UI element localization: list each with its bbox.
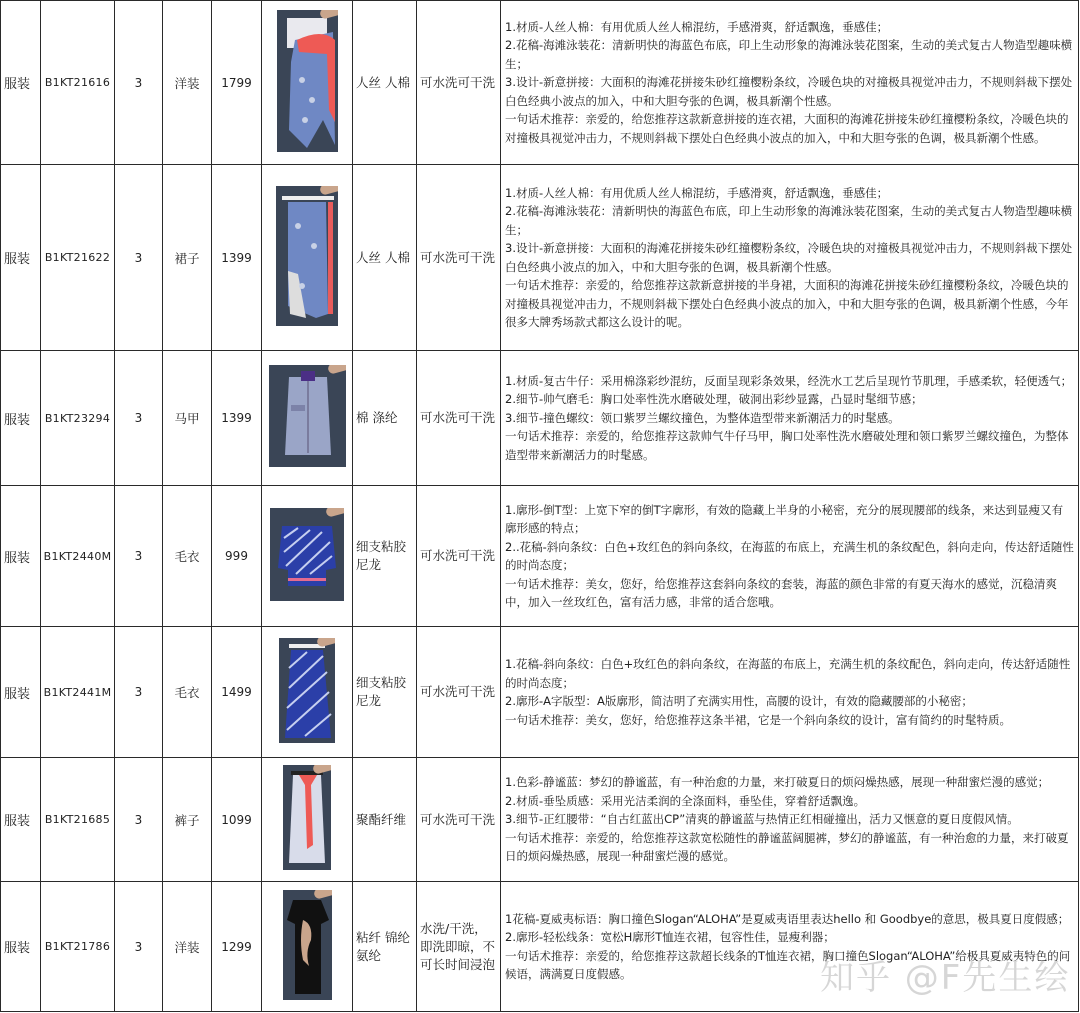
- type-text: 毛衣: [174, 685, 200, 700]
- care-cell: [417, 1, 501, 165]
- table-row: [1, 627, 1079, 758]
- description-line: 3.细节-撞色螺纹：领口紫罗兰螺纹撞色，为整体造型带来新潮活力的时髦感。: [505, 410, 900, 425]
- description-line: 1.材质-人丝人棉：有用优质人丝人棉混纺，手感滑爽，舒适飘逸，垂感佳；: [505, 19, 889, 34]
- watermark: 知乎 @F先生绘: [820, 958, 1071, 998]
- sku-text: B1KT2440M: [43, 549, 112, 563]
- dress-photo-icon: [277, 10, 338, 152]
- material-cell: [353, 351, 417, 486]
- category-text: 服装: [4, 412, 31, 428]
- price-cell: [212, 165, 262, 351]
- type-cell: [163, 627, 212, 758]
- type-text: 裙子: [174, 250, 200, 266]
- category-text: 服装: [4, 550, 31, 566]
- striped-skirt-photo-icon: [279, 638, 335, 743]
- care-text: 水洗/干洗，即洗即晾，不可长时间浸泡: [420, 920, 496, 972]
- description-line: 1.色彩-静谧蓝：梦幻的静谧蓝，有一种治愈的力量，来打破夏日的烦闷燥热感，展现一种甜蜜烂漫的感觉；: [505, 775, 1050, 790]
- material-cell: [353, 627, 417, 758]
- description-line: 2.花稿-海滩泳装花：清新明快的海蓝色布底，印上生动形象的海滩泳装花图案，生动的美式复古人物造型趣味横生；: [505, 204, 1073, 237]
- care-cell: [417, 882, 501, 1012]
- quantity-cell: [115, 758, 163, 882]
- table-row: [1, 1, 1079, 165]
- product-image-cell: [262, 627, 353, 758]
- description-cell: [501, 165, 1079, 351]
- description-line: 2.廓形-A字版型：A版廓形，简洁明了充满实用性，高腰的设计，有效的隐藏腰部的小秘密；: [505, 694, 973, 708]
- product-image-cell: [262, 165, 353, 351]
- price-cell: [212, 627, 262, 758]
- sku-text: B1KT21622: [44, 251, 111, 264]
- price-cell: [212, 1, 262, 165]
- category-cell: [1, 351, 41, 486]
- quantity-cell: [115, 165, 163, 351]
- qty-text: 3: [134, 685, 143, 699]
- price-cell: [212, 758, 262, 882]
- care-text: 可水洗可干洗: [420, 249, 496, 265]
- type-cell: [163, 1, 212, 165]
- category-text: 服装: [4, 941, 31, 956]
- care-cell: [417, 758, 501, 882]
- description-line: 一句话术推荐：亲爱的，给您推荐这款宽松随性的静谧蓝阔腿裤，梦幻的静谧蓝，有一种治愈的力量，来打破夏日的烦闷燥热感，展现一种甜蜜烂漫的感觉。: [505, 830, 1069, 864]
- tshirt-dress-photo-icon: [283, 890, 332, 1000]
- material-text: 人丝 人棉: [356, 249, 410, 265]
- price-text: 1499: [221, 685, 252, 699]
- type-cell: [163, 165, 212, 351]
- care-text: 可水洗可干洗: [420, 74, 496, 90]
- type-text: 洋装: [174, 939, 200, 955]
- description-cell: [501, 351, 1079, 486]
- description-line: 3.设计-新意拼接：大面积的海滩花拼接朱砂红撞樱粉条纹，冷暖色块的对撞极具视觉冲击力，不规则斜裁下摆处白色经典小波点的加入，中和大胆夸张的色调，极具新潮个性感。: [505, 75, 1073, 108]
- table-row: [1, 165, 1079, 351]
- sku-cell: [41, 486, 115, 627]
- material-text: 细支粘胶尼龙: [356, 539, 407, 572]
- type-cell: [163, 486, 212, 627]
- type-text: 洋装: [174, 75, 200, 91]
- description-line: 一句话术推荐：美女，您好，给您推荐这条半裙，它是一个斜向条纹的设计，富有简约的时髦特质。: [505, 712, 1011, 727]
- description-line: 2..花稿-斜向条纹：白色+玫红色的斜向条纹，在海蓝的布底上，充满生机的条纹配色，斜向走向，传达舒适随性的时尚态度；: [505, 539, 1074, 572]
- qty-text: 3: [134, 549, 143, 563]
- category-cell: [1, 486, 41, 627]
- description-line: 一句话术推荐：亲爱的，给您推荐这款超长线条的T恤连衣裙，胸口撞色Slogan“ALOHA”给极具夏威夷特色的问候语，满满夏日度假感。: [505, 948, 1071, 981]
- price-cell: [212, 351, 262, 486]
- price-text: 1099: [221, 812, 252, 827]
- care-text: 可水洗可干洗: [420, 410, 496, 425]
- description-line: 一句话术推荐：亲爱的，给您推荐这款新意拼接的连衣裙，大面积的海滩花拼接朱砂红撞樱粉条纹，冷暖色块的对撞极具视觉冲击力，不规则斜裁下摆处白色经典小波点的加入，中和大胆夸张的色调，极具新潮个性感。: [505, 112, 1069, 145]
- material-text: 人丝 人棉: [356, 74, 410, 90]
- category-text: 服装: [4, 814, 31, 829]
- description-line: 3.细节-正红腰带：“自古红蓝出CP”清爽的静谧蓝与热情正红相碰撞出，活力又惬意的夏日度假风情。: [505, 812, 1019, 827]
- sku-text: B1KT2441M: [43, 685, 112, 699]
- care-cell: [417, 486, 501, 627]
- category-cell: [1, 627, 41, 758]
- product-image-cell: [262, 1, 353, 165]
- category-cell: [1, 882, 41, 1012]
- sku-text: B1KT21616: [44, 76, 111, 89]
- qty-text: 3: [134, 812, 143, 827]
- table-row: [1, 351, 1079, 486]
- description-line: 一句话术推荐：亲爱的，给您推荐这款帅气牛仔马甲，胸口处率性洗水磨破处理和领口紫罗兰螺纹撞色，为整体造型带来新潮活力的时髦感。: [505, 429, 1069, 462]
- quantity-cell: [115, 351, 163, 486]
- description-line: 一句话术推荐：亲爱的，给您推荐这款新意拼接的半身裙，大面积的海滩花拼接朱砂红撞樱粉条纹，冷暖色块的对撞极具视觉冲击力，不规则斜裁下摆处白色经典小波点的加入，中和大胆夸张的色调，极具新潮个性感，今年很多大牌秀场款式都这么设计的呢。: [505, 278, 1069, 329]
- description-line: 2.廓形-轻松线条：宽松H廓形T恤连衣裙，包容性佳，显瘦利器；: [505, 930, 835, 944]
- type-text: 裤子: [174, 812, 200, 828]
- description-cell: [501, 758, 1079, 882]
- skirt-photo-icon: [276, 186, 338, 326]
- price-cell: [212, 882, 262, 1012]
- sku-cell: [41, 882, 115, 1012]
- qty-text: 3: [134, 75, 143, 90]
- description-line: 1.廓形-倒T型：上宽下窄的倒T字廓形，有效的隐藏上半身的小秘密，充分的展现腰部的线条，来达到显瘦又有廓形感的特点；: [505, 502, 1064, 535]
- sweater-photo-icon: [270, 508, 344, 601]
- quantity-cell: [115, 1, 163, 165]
- sku-cell: [41, 165, 115, 351]
- type-cell: [163, 882, 212, 1012]
- table-row: [1, 486, 1079, 627]
- material-text: 细支粘胶尼龙: [356, 675, 407, 708]
- care-text: 可水洗可干洗: [420, 811, 496, 827]
- type-text: 毛衣: [174, 549, 200, 564]
- sku-cell: [41, 627, 115, 758]
- description-line: 2.花稿-海滩泳装花：清新明快的海蓝色布底，印上生动形象的海滩泳装花图案，生动的美式复古人物造型趣味横生；: [505, 38, 1073, 71]
- description-line: 1.花稿-斜向条纹：白色+玫红色的斜向条纹，在海蓝的布底上，充满生机的条纹配色，斜向走向，传达舒适随性的时尚态度；: [505, 657, 1071, 690]
- sku-cell: [41, 758, 115, 882]
- quantity-cell: [115, 627, 163, 758]
- description-cell: [501, 1, 1079, 165]
- type-cell: [163, 758, 212, 882]
- table-row: [1, 758, 1079, 882]
- description-line: 3.设计-新意拼接：大面积的海滩花拼接朱砂红撞樱粉条纹，冷暖色块的对撞极具视觉冲击力，不规则斜裁下摆处白色经典小波点的加入，中和大胆夸张的色调，极具新潮个性感。: [505, 241, 1073, 274]
- type-cell: [163, 351, 212, 486]
- care-text: 可水洗可干洗: [420, 684, 496, 699]
- sku-text: B1KT21685: [44, 813, 111, 826]
- description-line: 1.材质-人丝人棉：有用优质人丝人棉混纺，手感滑爽，舒适飘逸，垂感佳；: [505, 185, 889, 200]
- table-row: [1, 882, 1079, 1012]
- description-line: 2.材质-垂坠质感：采用光洁柔润的全涤面料，垂坠佳，穿着舒适飘逸。: [505, 793, 866, 808]
- quantity-cell: [115, 882, 163, 1012]
- category-text: 服装: [4, 252, 31, 267]
- description-line: 一句话术推荐：美女，您好，给您推荐这套斜向条纹的套装，海蓝的颜色非常的有夏天海水的感觉，沉稳清爽中，加入一丝玫红色，富有活力感，非常的适合您哦。: [505, 576, 1057, 609]
- material-cell: [353, 1, 417, 165]
- description-line: 1.材质-复古牛仔：采用棉涤彩纱混纺，反面呈现彩条效果，经洗水工艺后呈现竹节肌理，手感柔软，轻便透气；: [505, 373, 1073, 388]
- material-text: 粘纤 锦纶 氨纶: [356, 929, 410, 963]
- sku-cell: [41, 1, 115, 165]
- product-image-cell: [262, 351, 353, 486]
- description-cell: [501, 486, 1079, 627]
- sku-text: B1KT21786: [44, 940, 111, 953]
- price-text: 1799: [221, 75, 252, 90]
- description-cell: [501, 882, 1079, 1012]
- qty-text: 3: [134, 250, 143, 265]
- sku-cell: [41, 351, 115, 486]
- price-text: 1399: [221, 250, 252, 265]
- care-cell: [417, 165, 501, 351]
- category-cell: [1, 758, 41, 882]
- category-text: 服装: [4, 77, 31, 92]
- product-image-cell: [262, 882, 353, 1012]
- material-cell: [353, 758, 417, 882]
- care-cell: [417, 627, 501, 758]
- category-cell: [1, 165, 41, 351]
- material-cell: [353, 486, 417, 627]
- product-image-cell: [262, 486, 353, 627]
- description-cell: [501, 627, 1079, 758]
- care-text: 可水洗可干洗: [420, 548, 496, 563]
- price-cell: [212, 486, 262, 627]
- category-cell: [1, 1, 41, 165]
- product-image-cell: [262, 758, 353, 882]
- vest-photo-icon: [269, 365, 346, 467]
- wide-pants-photo-icon: [283, 765, 331, 870]
- material-text: 棉 涤纶: [356, 410, 398, 425]
- price-text: 1399: [221, 411, 252, 425]
- category-text: 服装: [4, 686, 31, 702]
- quantity-cell: [115, 486, 163, 627]
- material-cell: [353, 165, 417, 351]
- type-text: 马甲: [174, 411, 200, 426]
- price-text: 1299: [221, 939, 252, 954]
- sku-text: B1KT23294: [44, 411, 111, 425]
- qty-text: 3: [134, 939, 143, 954]
- price-text: 999: [225, 549, 248, 563]
- material-cell: [353, 882, 417, 1012]
- description-line: 2.细节-帅气磨毛：胸口处率性洗水磨破处理，破洞出彩纱显露，凸显时髦细节感；: [505, 392, 923, 407]
- material-text: 聚酯纤维: [356, 811, 407, 827]
- qty-text: 3: [134, 411, 143, 425]
- care-cell: [417, 351, 501, 486]
- description-line: 1花稿-夏威夷标语：胸口撞色Slogan“ALOHA”是夏威夷语里表达hello 和 Goodbye的意思，极具夏日度假感；: [505, 911, 1070, 926]
